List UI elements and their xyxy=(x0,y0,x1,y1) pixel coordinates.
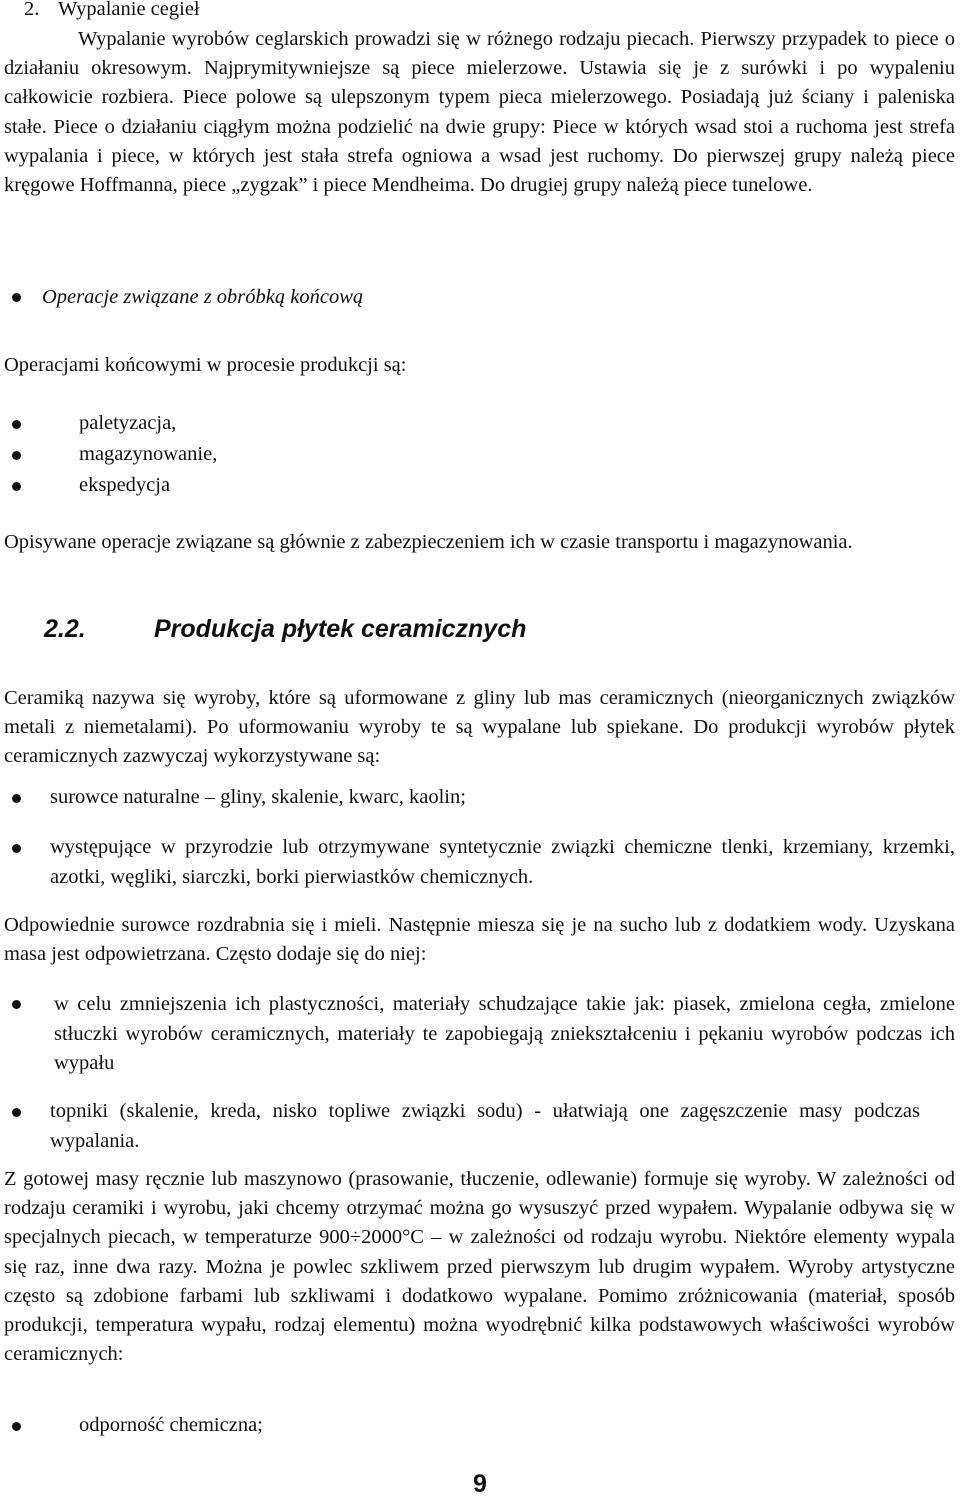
section-heading xyxy=(24,0,200,24)
list-item: paletyzacja, xyxy=(79,412,177,434)
page-number: 9 xyxy=(473,1470,487,1498)
subsection-title: Produkcja płytek ceramicznych xyxy=(154,615,527,643)
section-title: Wypalanie cegieł xyxy=(58,0,200,20)
operations-heading: Operacje związane z obróbką końcową xyxy=(42,286,364,308)
ceramics-paragraph: Ceramiką nazywa się wyroby, które są uformowane z gliny lub mas ceramicznych (nieorganicznych związków metali z niemetalami). Po uformowaniu wyroby te są wypalane lub spiekane. Do produkcji wyrobów płytek ceramicznych zazwyczaj wykorzystywane są: xyxy=(4,687,955,768)
bullet-icon xyxy=(12,293,21,302)
subsection-number: 2.2. xyxy=(44,615,86,643)
kiln-paragraph: Wypalanie wyrobów ceglarskich prowadzi się w różnego rodzaju piecach. Pierwszy przypadek to piece o działaniu okresowym. Najprymitywniejsze są piece mielerzowe. Ustawia się je z surówki i po wypaleniu całkowicie rozbiera. Piece polowe są ulepszonym typem pieca mielerzowego. Posiadają już ściany i paleniska stałe. Piece o działaniu ciągłym można podzielić na dwie grupy: Piece w których wsad stoi a ruchoma jest strefa wypalania i piece, w których jest stała strefa ogniowa a wsad jest ruchomy. Do pierwszej grupy należą piece kręgowe Hoffmanna, piece „zygzak” i piece Mendheima. Do drugiej grupy należą piece tunelowe. xyxy=(4,28,955,197)
bullet-icon xyxy=(12,482,21,491)
forming-paragraph: Z gotowej masy ręcznie lub maszynowo (prasowanie, tłuczenie, odlewanie) formuje się wyroby. W zależności od rodzaju ceramiki i wyrobu, jaki chcemy otrzymać można go wysuszyć przed wypałem. Wypalanie odbywa się w specjalnych piecach, w temperaturze 900÷2000°C – w zależności od rodzaju wyrobu. Niektóre elementy wypala się raz, inne dwa razy. Można je powlec szkliwem przed pierwszym lub drugim wypałem. Wyroby artystyczne często są zdobione farbami lub szkliwami i dodatkowo wypalane. Pomimo zróżnicowania (materiał, sposób produkcji, temperatura wypału, rodzaj elementu) można wyodrębnić kilka podstawowych właściwości wyrobów ceramicznych: xyxy=(4,1168,955,1366)
list-item: odporność chemiczna; xyxy=(79,1414,263,1436)
list-item: ekspedycja xyxy=(79,474,171,496)
list-item: topniki (skalenie, kreda, nisko topliwe związki sodu) - ułatwiają one zagęszczenie masy podczas wypalania. xyxy=(50,1100,920,1152)
bullet-icon xyxy=(12,1108,21,1117)
bullet-icon xyxy=(12,844,21,853)
bullet-icon xyxy=(12,1000,21,1009)
section-number: 2. xyxy=(24,0,40,20)
bullet-icon xyxy=(12,420,21,429)
operations-intro: Operacjami końcowymi w procesie produkcji są: xyxy=(4,354,407,376)
list-item: w celu zmniejszenia ich plastyczności, materiały schudzające takie jak: piasek, zmielona cegła, zmielone stłuczki wyrobów ceramicznych, materiały te zapobiegają zniekształceniu i pękaniu wyrobów podczas ich wypału xyxy=(54,993,955,1074)
bullet-icon xyxy=(12,451,21,460)
preparation-paragraph: Odpowiednie surowce rozdrabnia się i mieli. Następnie miesza się je na sucho lub z dodatkiem wody. Uzyskana masa jest odpowietrzana. Często dodaje się do niej: xyxy=(4,914,955,966)
operations-closing: Opisywane operacje związane są głównie z zabezpieczeniem ich w czasie transportu i magazynowania. xyxy=(4,531,853,553)
list-item: występujące w przyrodzie lub otrzymywane syntetycznie związki chemiczne tlenki, krzemiany, krzemki, azotki, węgliki, siarczki, borki pierwiastków chemicznych. xyxy=(50,836,955,888)
bullet-icon xyxy=(12,1422,21,1431)
list-item: surowce naturalne – gliny, skalenie, kwarc, kaolin; xyxy=(50,786,466,808)
bullet-icon xyxy=(12,794,21,803)
list-item: magazynowanie, xyxy=(79,443,218,465)
